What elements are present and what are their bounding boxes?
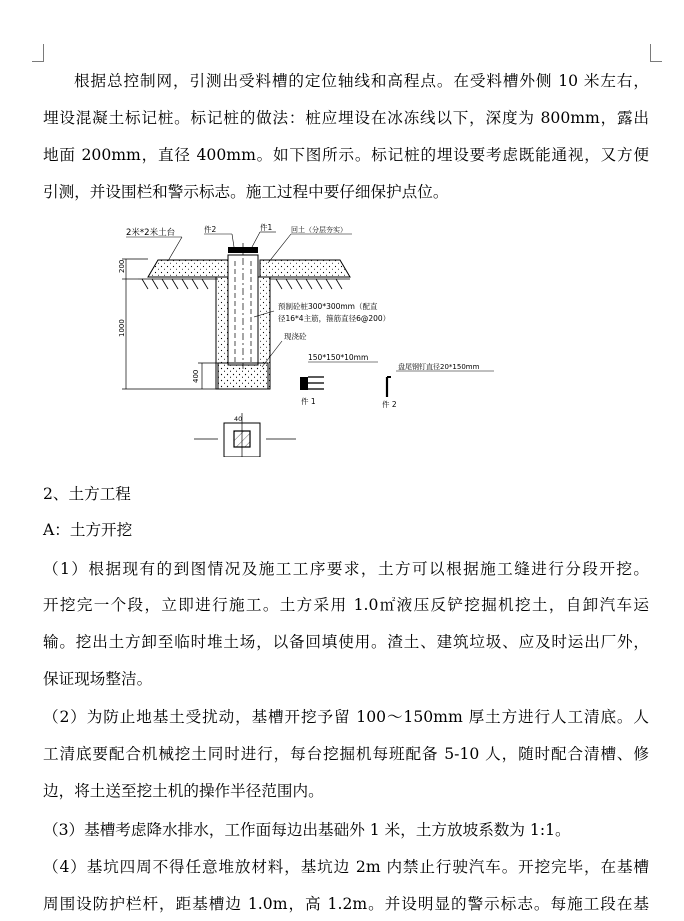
item-line: （4）基坑四周不得任意堆放材料，基坑边 2m 内禁止行驶汽车。开挖完毕，在基槽 <box>43 858 649 876</box>
marker-pile-diagram <box>118 217 498 457</box>
item-line: （2）为防止地基土受扰动，基槽开挖予留 100～150mm 厚土方进行人工清底。人 <box>43 708 649 726</box>
steel-plate <box>228 247 258 253</box>
label-part2-top: 件2 <box>204 225 217 234</box>
item-line: 边，将土送至挖土机的操作半径范围内。 <box>43 782 324 800</box>
section-heading: 2、土方工程 <box>43 485 131 503</box>
paragraph-line: 埋设混凝土标记桩。标记桩的做法：桩应埋设在冰冻线以下，深度为 800mm，露出 <box>43 109 649 127</box>
subsection-heading: A：土方开挖 <box>43 521 133 539</box>
dimension-200: 200 <box>118 259 126 273</box>
part2-drawing <box>387 377 391 397</box>
cast-concrete-base <box>218 363 268 389</box>
item-line: 工清底要配合机械挖土同时进行，每台挖掘机每班配备 5-10 人，随时配合清槽、修 <box>43 745 649 763</box>
label-backfill: 回土（分层夯实） <box>291 226 347 234</box>
label-platform: 2米*2米土台 <box>126 228 176 238</box>
item-line: 周围设防护栏杆，距基槽边 1.0m，高 1.2m。并设明显的警示标志。每施工段在基 <box>43 895 649 913</box>
label-part1: 件 1 <box>301 397 316 406</box>
label-part1-top: 件1 <box>260 223 273 232</box>
item-line: 开挖完一个段，立即进行施工。土方采用 1.0㎡液压反铲挖掘机挖土，自卸汽车运 <box>43 596 649 614</box>
soil-platform-right <box>260 260 350 277</box>
label-cast-concrete: 现浇砼 <box>284 332 307 341</box>
paragraph-line: 地面 200mm，直径 400mm。如下图所示。标记桩的埋设要考虑既能通视，又方便 <box>43 146 649 164</box>
part1-drawing <box>300 377 324 390</box>
item-line: （1）根据现有的到图情况及施工工序要求，土方可以根据施工缝进行分段开挖。 <box>43 560 649 578</box>
item-line: 保证现场整洁。 <box>43 670 153 688</box>
item-line: （3）基槽考虑降水排水，工作面每边出基础外 1 米，土方放坡系数为 1:1。 <box>43 821 571 839</box>
dimension-400: 400 <box>192 369 200 383</box>
item-line: 输。挖出土方卸至临时堆土场，以备回填使用。渣土、建筑垃圾、应及时运出厂外， <box>43 633 649 651</box>
soil-platform-left <box>148 260 230 277</box>
paragraph-line: 根据总控制网，引测出受料槽的定位轴线和高程点。在受料槽外侧 10 米左右， <box>74 72 649 90</box>
paragraph-line: 引测，并设围栏和警示标志。施工过程中要仔细保护点位。 <box>43 183 449 201</box>
label-part2: 件 2 <box>382 400 397 409</box>
plan-view <box>194 413 296 457</box>
label-plate-size: 150*150*10mm <box>308 353 369 362</box>
label-pile-spec-1: 预制砼桩300*300mm（配直 <box>278 302 378 311</box>
dimension-lines <box>122 259 218 389</box>
dimension-1000: 1000 <box>118 319 126 337</box>
page-corner-mark-right <box>650 44 662 62</box>
label-pile-spec-2: 径16*4主筋，箍筋直径6@200） <box>278 314 391 323</box>
label-rebar: 盘尾钢钉直径20*150mm <box>398 363 480 371</box>
page-corner-mark-left <box>32 44 44 62</box>
dimension-40: 40 <box>234 415 243 423</box>
